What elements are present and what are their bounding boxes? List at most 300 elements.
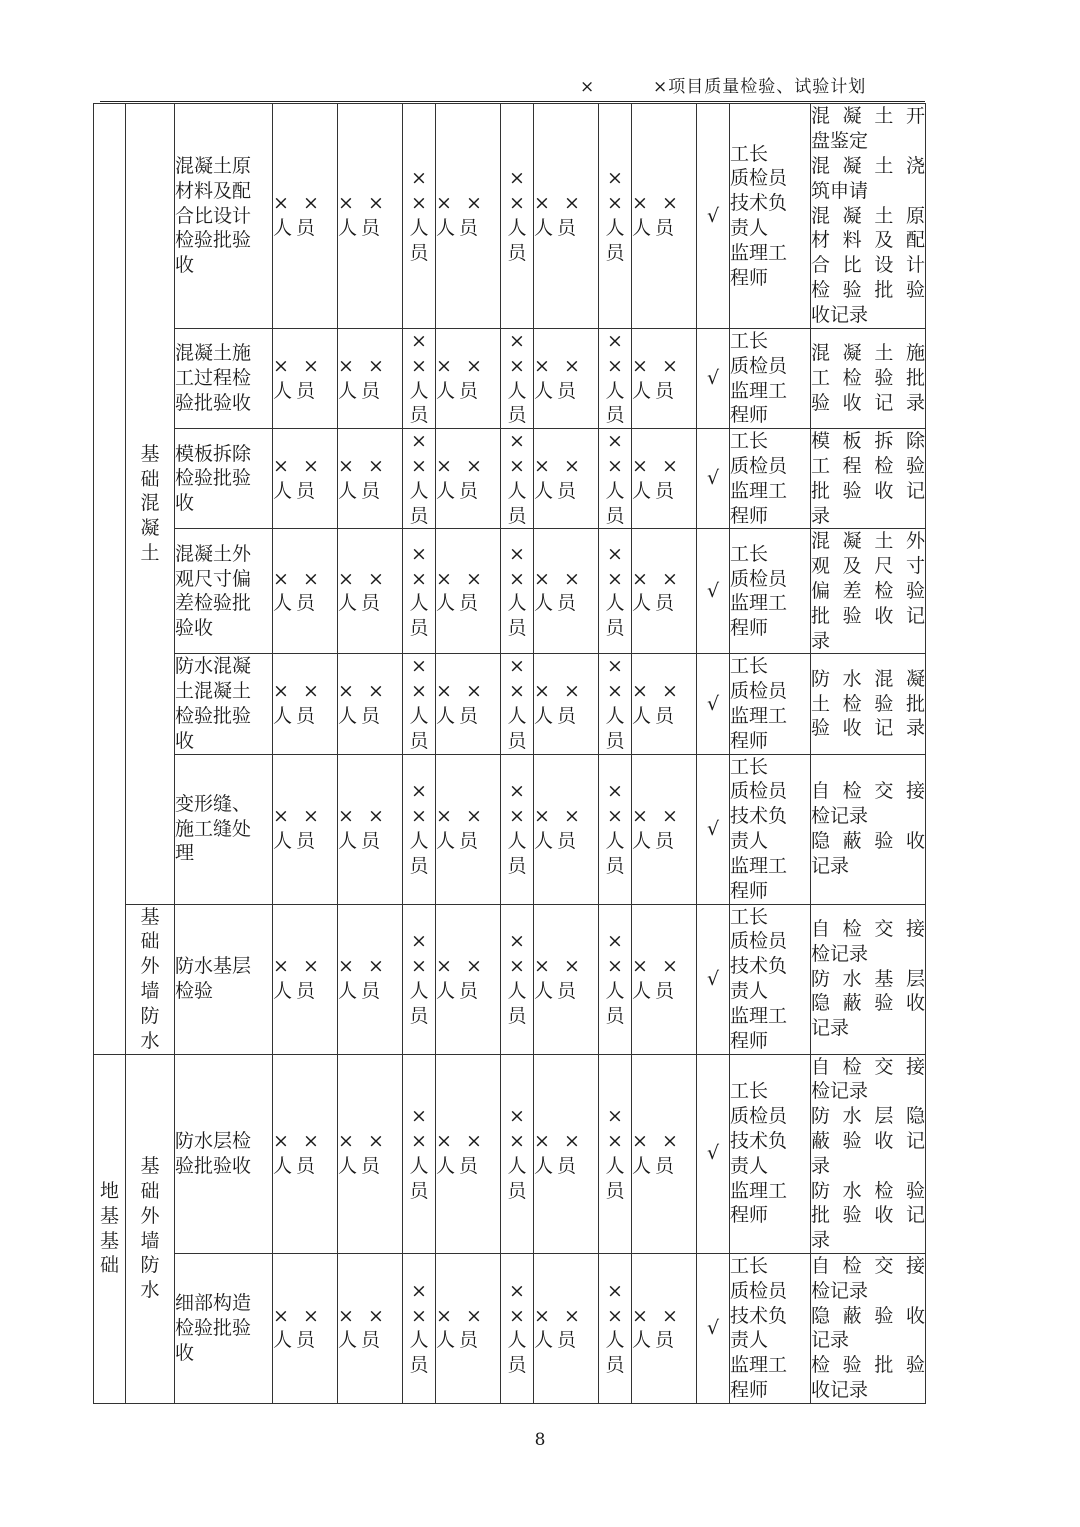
mark-xx: × × [436,1304,486,1327]
responsible-line: 质检员 [730,780,788,803]
record-line: 检验批验 [811,1354,925,1377]
mark-xx: × × [534,805,584,828]
responsible-line: 技术负 [730,1129,788,1152]
responsible-line: 工长 [730,330,769,352]
item-line: 混凝土外 [175,542,252,565]
record-line: 自检交接 [811,780,925,803]
item-name [175,529,273,654]
item-line: 防水混凝 [175,655,252,678]
item-name [175,654,273,754]
person-label: 人员 [273,1329,320,1352]
record-line: 检记录 [811,1279,869,1302]
vertical-char: 员 [409,1354,429,1377]
record-line: 批验收记 [811,479,925,502]
subgroup-jichu-hunningtu [126,104,175,905]
personnel-cell [338,529,403,654]
mark-xx: × × [632,1304,682,1327]
mark-xx: × × [632,1129,682,1152]
vertical-char: × [411,542,427,565]
records [811,1253,926,1403]
vertical-char: × [607,542,623,565]
responsible-line: 工长 [730,142,769,165]
personnel-cell [534,104,599,329]
record-line: 偏差检验 [811,579,925,602]
responsible-line: 程师 [730,729,769,752]
vertical-char: 员 [605,617,625,640]
vertical-char: 人 [605,830,625,853]
record-line: 录 [811,1154,831,1177]
personnel-vertical-cell [501,429,534,529]
mark-xx: × × [338,192,388,215]
responsible-line: 程师 [730,504,769,527]
item-name [175,754,273,904]
personnel-vertical-cell [501,329,534,429]
mark-xx: × × [338,680,388,703]
vertical-char: × [411,430,427,453]
vertical-char: 员 [507,729,527,752]
person-label: 人员 [632,479,679,502]
personnel-vertical-cell [403,904,436,1054]
vertical-char: 员 [507,241,527,264]
person-label: 人员 [338,1154,385,1177]
record-line: 筑申请 [811,179,869,202]
personnel-vertical-cell [599,329,632,429]
record-line: 防水基层 [811,967,925,990]
responsible-line: 质检员 [730,680,788,703]
record-line: 土检验批 [811,692,925,715]
vertical-char: × [509,1304,525,1327]
mark-xx: × × [534,1129,584,1152]
personnel-cell [632,329,697,429]
record-line: 混凝土原 [811,204,925,227]
vertical-char: × [607,680,623,703]
vertical-char: 人 [605,592,625,615]
personnel-cell [436,329,501,429]
personnel-cell [338,1054,403,1253]
personnel-vertical-cell [403,529,436,654]
record-line: 合比设计 [811,254,925,277]
responsible-line: 工长 [730,542,769,565]
responsible-line: 责人 [730,1329,769,1352]
mark-xx: × × [534,567,584,590]
mark-xx: × × [632,454,682,477]
vertical-char: × [509,542,525,565]
records [811,654,926,754]
record-line: 检验批验 [811,278,925,301]
mark-xx: × × [632,805,682,828]
personnel-cell [436,529,501,654]
mark-xx: × × [632,354,682,377]
item-line: 模板拆除 [175,442,252,465]
personnel-vertical-cell [599,529,632,654]
vertical-char: 人 [507,980,527,1003]
responsible-line: 监理工 [730,241,788,264]
personnel-cell [436,654,501,754]
responsible-line: 责人 [730,830,769,853]
person-label: 人员 [338,479,385,502]
vertical-char: 人 [409,379,429,402]
personnel-cell [534,754,599,904]
vertical-char: 人 [507,217,527,239]
person-label: 人员 [534,1154,581,1177]
vertical-char: × [607,780,623,803]
responsible-persons [730,329,811,429]
responsible-persons [730,754,811,904]
mark-xx: × × [273,354,323,377]
person-label: 人员 [632,980,679,1003]
responsible-line: 监理工 [730,1354,788,1377]
vertical-char: × [607,430,623,453]
record-line: 混凝土外 [811,530,925,553]
responsible-line: 责人 [730,217,769,239]
record-line: 盘鉴定 [811,130,869,153]
check-mark [697,329,730,429]
item-name [175,429,273,529]
item-line: 观尺寸偏 [175,567,252,590]
mark-xx: × × [436,354,486,377]
vertical-char: 人 [409,1329,429,1352]
mark-xx: × × [436,1129,486,1152]
record-line: 验收记录 [811,717,925,740]
item-line: 施工缝处 [175,817,252,840]
person-label: 人员 [273,704,320,727]
vertical-char: × [607,955,623,978]
mark-xx: × × [273,680,323,703]
check-mark-glyph: √ [706,1316,720,1339]
personnel-vertical-cell [403,1054,436,1253]
vertical-char: × [509,330,525,352]
person-label: 人员 [273,479,320,502]
vertical-char: × [411,454,427,477]
record-line: 混凝土浇 [811,155,925,177]
mark-xx: × × [338,955,388,978]
responsible-line: 工长 [730,905,769,928]
vertical-char: × [411,1304,427,1327]
item-line: 收 [175,492,195,515]
person-label: 人员 [338,1329,385,1352]
mark-xx: × × [534,192,584,215]
check-mark-glyph: √ [706,817,720,840]
record-line: 防水混凝 [811,667,925,690]
vertical-char: × [411,330,427,352]
check-mark-glyph: √ [706,967,720,990]
table-row [94,104,926,329]
personnel-cell [273,1054,338,1253]
record-line: 检记录 [811,1080,869,1103]
person-label: 人员 [534,379,581,402]
mark-xx: × × [338,1129,388,1152]
vertical-char: 人 [409,479,429,502]
personnel-vertical-cell [501,104,534,329]
vertical-char: × [411,1105,427,1128]
vertical-char: × [607,805,623,828]
vertical-char: 员 [409,729,429,752]
item-name [175,1054,273,1253]
person-label: 人员 [273,379,320,402]
vertical-char: 员 [409,617,429,640]
item-name [175,1253,273,1403]
mark-xx: × × [338,567,388,590]
personnel-cell [338,329,403,429]
vertical-char: × [607,1304,623,1327]
vertical-char: × [509,1279,525,1302]
record-line: 录 [811,629,831,652]
item-name [175,329,273,429]
personnel-cell [632,904,697,1054]
responsible-line: 质检员 [730,167,788,190]
responsible-line: 工长 [730,1080,769,1103]
item-line: 理 [175,842,195,865]
vertical-char: × [411,567,427,590]
responsible-line: 技术负 [730,955,788,978]
vertical-char: 人 [409,704,429,727]
personnel-vertical-cell [599,1054,632,1253]
vertical-char: × [509,655,525,678]
record-line: 检记录 [811,805,869,828]
person-label: 人员 [338,379,385,402]
responsible-line: 工长 [730,1254,769,1277]
responsible-line: 技术负 [730,805,788,828]
check-mark [697,104,730,329]
item-line: 收 [175,1341,195,1364]
responsible-line: 程师 [730,1029,769,1052]
mark-xx: × × [534,354,584,377]
personnel-cell [534,429,599,529]
vertical-char: × [509,192,525,215]
check-mark [697,429,730,529]
item-line: 混凝土施 [175,342,252,365]
item-line: 检验批验 [175,467,252,490]
personnel-vertical-cell [599,904,632,1054]
records [811,529,926,654]
item-line: 检验批验 [175,229,252,252]
category-diji-jichu-label: 地基基础 [100,1180,120,1277]
responsible-line: 程师 [730,1378,769,1401]
personnel-cell [338,429,403,529]
person-label: 人员 [273,980,320,1003]
mark-xx: × × [273,1129,323,1152]
vertical-char: 员 [409,854,429,877]
vertical-char: × [607,1279,623,1302]
personnel-vertical-cell [501,1253,534,1403]
vertical-char: × [509,955,525,978]
check-mark [697,754,730,904]
vertical-char: × [411,930,427,953]
personnel-cell [338,654,403,754]
item-line: 检验 [175,980,214,1003]
personnel-cell [273,654,338,754]
table-row [94,904,926,1054]
record-line: 防水层隐 [811,1105,925,1128]
check-mark-glyph: √ [706,692,720,715]
item-line: 检验批验 [175,704,252,727]
personnel-cell [436,429,501,529]
person-label: 人员 [273,217,320,239]
responsible-line: 质检员 [730,1105,788,1128]
responsible-line: 监理工 [730,854,788,877]
personnel-vertical-cell [501,754,534,904]
check-mark-glyph: √ [706,579,720,602]
personnel-cell [534,654,599,754]
record-line: 记录 [811,1329,850,1352]
item-line: 防水基层 [175,955,252,978]
person-label: 人员 [273,592,320,615]
vertical-char: 人 [605,980,625,1003]
personnel-cell [273,529,338,654]
table-row [94,1253,926,1403]
personnel-cell [632,429,697,529]
vertical-char: 人 [409,217,429,239]
mark-xx: × × [632,567,682,590]
mark-xx: × × [436,955,486,978]
vertical-char: 人 [409,980,429,1003]
responsible-line: 监理工 [730,1004,788,1027]
vertical-char: 人 [409,592,429,615]
records [811,429,926,529]
vertical-char: 人 [507,379,527,402]
item-line: 验收 [175,617,214,640]
responsible-line: 质检员 [730,1279,788,1302]
person-label: 人员 [338,830,385,853]
mark-xx: × × [338,805,388,828]
personnel-vertical-cell [599,429,632,529]
item-line: 验批验收 [175,1154,252,1177]
vertical-char: × [509,805,525,828]
personnel-vertical-cell [599,1253,632,1403]
personnel-vertical-cell [403,329,436,429]
vertical-char: 人 [507,830,527,853]
mark-xx: × × [273,192,323,215]
responsible-line: 工长 [730,655,769,678]
person-label: 人员 [534,217,581,239]
person-label: 人员 [436,479,483,502]
vertical-char: 人 [605,379,625,402]
check-mark [697,1253,730,1403]
personnel-vertical-cell [403,754,436,904]
vertical-char: 人 [605,704,625,727]
record-line: 验收记录 [811,391,925,414]
vertical-char: 员 [507,617,527,640]
mark-xx: × × [338,354,388,377]
vertical-char: 员 [507,854,527,877]
mark-xx: × × [534,955,584,978]
person-label: 人员 [632,830,679,853]
subgroup-jichu-waiqiang [126,1054,175,1403]
mark-xx: × × [436,192,486,215]
item-line: 土混凝土 [175,680,252,703]
mark-xx: × × [632,192,682,215]
record-line: 材料及配 [811,229,925,252]
item-line: 混凝土原 [175,155,252,177]
personnel-cell [273,104,338,329]
personnel-cell [632,1253,697,1403]
vertical-char: × [509,167,525,190]
item-name [175,104,273,329]
record-line: 自检交接 [811,1254,925,1277]
vertical-char: × [411,192,427,215]
vertical-char: × [509,354,525,377]
vertical-char: × [607,930,623,953]
records [811,1054,926,1253]
person-label: 人员 [632,379,679,402]
vertical-char: 人 [605,1154,625,1177]
mark-xx: × × [632,680,682,703]
record-line: 自检交接 [811,918,925,941]
responsible-line: 程师 [730,404,769,427]
personnel-vertical-cell [403,1253,436,1403]
vertical-char: 员 [605,504,625,527]
item-line: 细部构造 [175,1292,252,1315]
vertical-char: 员 [507,1179,527,1202]
records [811,754,926,904]
responsible-line: 责人 [730,980,769,1003]
item-line: 收 [175,254,195,277]
personnel-cell [436,104,501,329]
personnel-vertical-cell [599,654,632,754]
subgroup-jichu-waiqiang-label: 基础外墙防水 [140,1155,160,1302]
record-line: 记录 [811,854,850,877]
vertical-char: × [411,680,427,703]
vertical-char: × [607,567,623,590]
table-row [94,429,926,529]
mark-xx: × × [273,1304,323,1327]
vertical-char: 员 [605,404,625,427]
mark-xx: × × [436,454,486,477]
personnel-cell [273,429,338,529]
record-line: 录 [811,504,831,527]
responsible-line: 责人 [730,1154,769,1177]
personnel-cell [534,904,599,1054]
mark-xx: × × [436,680,486,703]
record-line: 观及尺寸 [811,555,925,578]
vertical-char: 员 [507,404,527,427]
vertical-char: 员 [409,1004,429,1027]
personnel-cell [273,329,338,429]
person-label: 人员 [436,980,483,1003]
vertical-char: × [607,354,623,377]
personnel-vertical-cell [501,654,534,754]
record-line: 混凝土开 [811,105,925,128]
subgroup-jichu-waiqiang-label: 基础外墙防水 [140,905,160,1052]
vertical-char: × [509,1105,525,1128]
vertical-char: 员 [507,1004,527,1027]
mark-xx: × × [338,1304,388,1327]
check-mark [697,529,730,654]
item-line: 合比设计 [175,204,252,227]
record-line: 混凝土施 [811,342,925,365]
responsible-line: 监理工 [730,592,788,615]
vertical-char: × [411,655,427,678]
vertical-char: 员 [409,504,429,527]
vertical-char: 人 [507,1329,527,1352]
vertical-char: × [509,1129,525,1152]
vertical-char: 员 [409,1179,429,1202]
person-label: 人员 [436,379,483,402]
vertical-char: × [607,1129,623,1152]
personnel-cell [534,529,599,654]
header-title: ×项目质量检验、试验计划 [653,77,867,97]
person-label: 人员 [632,217,679,239]
responsible-line: 程师 [730,879,769,902]
responsible-line: 工长 [730,755,769,778]
records [811,904,926,1054]
vertical-char: 人 [409,830,429,853]
personnel-cell [273,754,338,904]
responsible-line: 监理工 [730,379,788,402]
vertical-char: 人 [605,1329,625,1352]
personnel-cell [632,104,697,329]
person-label: 人员 [436,704,483,727]
